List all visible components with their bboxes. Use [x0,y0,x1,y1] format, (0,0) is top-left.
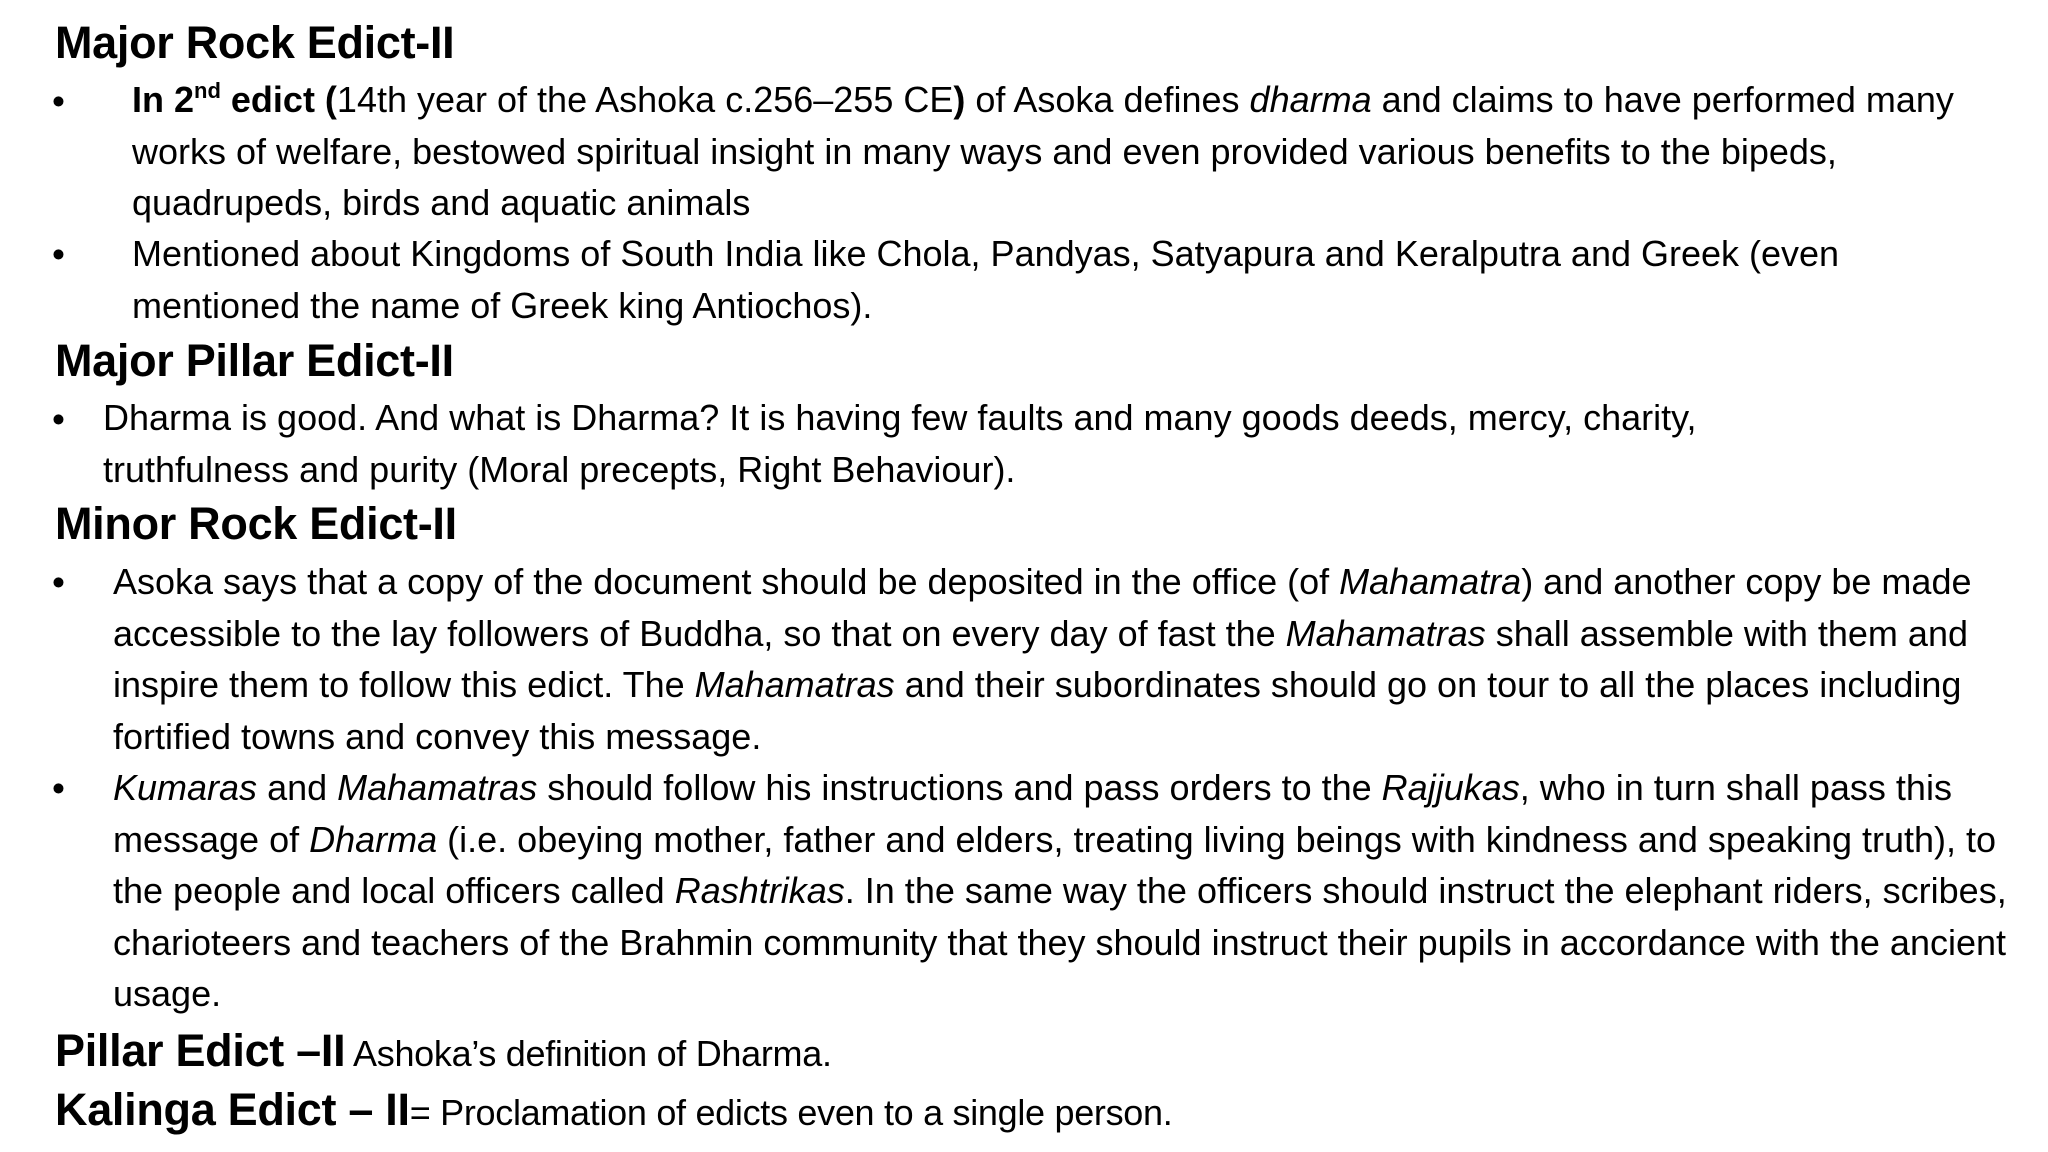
paren-close: ) [953,79,966,120]
italic-term: Kumaras [113,767,258,808]
italic-term: dharma [1249,79,1372,120]
bullet-marker: • [52,562,65,603]
bullet-text: , who in turn shall pass this message of [113,767,1952,860]
heading-major-pillar-edict: Major Pillar Edict-II [55,335,454,386]
bullet-marker: • [52,768,65,809]
bullet-major-rock-1 [132,74,2012,229]
bullet-text: ) and another copy be made accessible to the lay followers of Buddha, so that on every day of fast the [113,561,1972,654]
italic-term: Rashtrikas [674,870,845,911]
bullet-text: of Asoka defines [965,79,1250,120]
bullet-text: should follow his instructions and pass orders to the [537,767,1382,808]
italic-term: Mahamatras [1285,612,1486,654]
bullet-major-rock-2: Mentioned about Kingdoms of South India like Chola, Pandyas, Satyapura and Keralputra and Greek (even mentioned the name of Greek king Antiochos). [132,233,1840,326]
bullet-major-pillar-1: Dharma is good. And what is Dharma? It is having few faults and many goods deeds, mercy, charity, truthfulness and purity (Moral precepts, Right Behaviour). [103,397,1697,490]
bullet-minor-rock-1 [113,556,2038,762]
italic-term: Rajjukas [1381,767,1520,808]
italic-term: Mahamatra [1339,561,1522,602]
heading-kalinga-edict-title: Kalinga Edict – II [55,1084,410,1135]
bullet-text: and [257,767,338,808]
heading-minor-rock-edict: Minor Rock Edict-II [55,498,457,549]
bullet-marker: • [52,81,65,122]
heading-pillar-edict [55,1025,832,1080]
bullet-text: . In the same way the officers should instruct the elephant riders, scribes, charioteers and teachers of the Brahmin community that they should instruct their pupils in accordance with the ancient usage. [113,870,2007,1014]
bullet-marker: • [52,399,65,440]
heading-kalinga-edict [55,1084,1172,1139]
bullet-text: and claims to have performed many works of welfare, bestowed spiritual insight in many ways and even provided various benefits to the bipeds, quadrupeds, birds and aquatic animals [132,79,1954,223]
italic-term: Mahamatras [694,664,895,705]
lead-bold-2: edict ( [220,79,337,120]
bullet-text: (i.e. obeying mother, father and elders, treating living beings with kindness and speaking truth), to the people and local officers called [113,818,1997,911]
pillar-edict-description: Ashoka’s definition of Dharma. [345,1033,832,1074]
paren-text: 14th year of the Ashoka c.256–255 CE [336,79,954,120]
lead-bold: In 2 [132,79,195,120]
heading-major-rock-edict: Major Rock Edict-II [55,17,455,68]
bullet-text: and their subordinates should go on tour to all the places including fortified towns and convey this message. [113,664,1962,757]
bullet-minor-rock-2 [113,762,2038,1020]
superscript: nd [194,78,221,103]
kalinga-edict-description: = Proclamation of edicts even to a single person. [409,1092,1173,1133]
bullet-marker: • [52,234,65,275]
italic-term: Mahamatras [337,767,538,808]
bullet-text: Asoka says that a copy of the document should be deposited in the office (of [113,561,1340,602]
italic-term: Dharma [309,818,438,860]
bullet-text: shall assemble with them and inspire them to follow this edict. The [113,612,1968,705]
heading-pillar-edict-title: Pillar Edict –II [55,1025,346,1076]
